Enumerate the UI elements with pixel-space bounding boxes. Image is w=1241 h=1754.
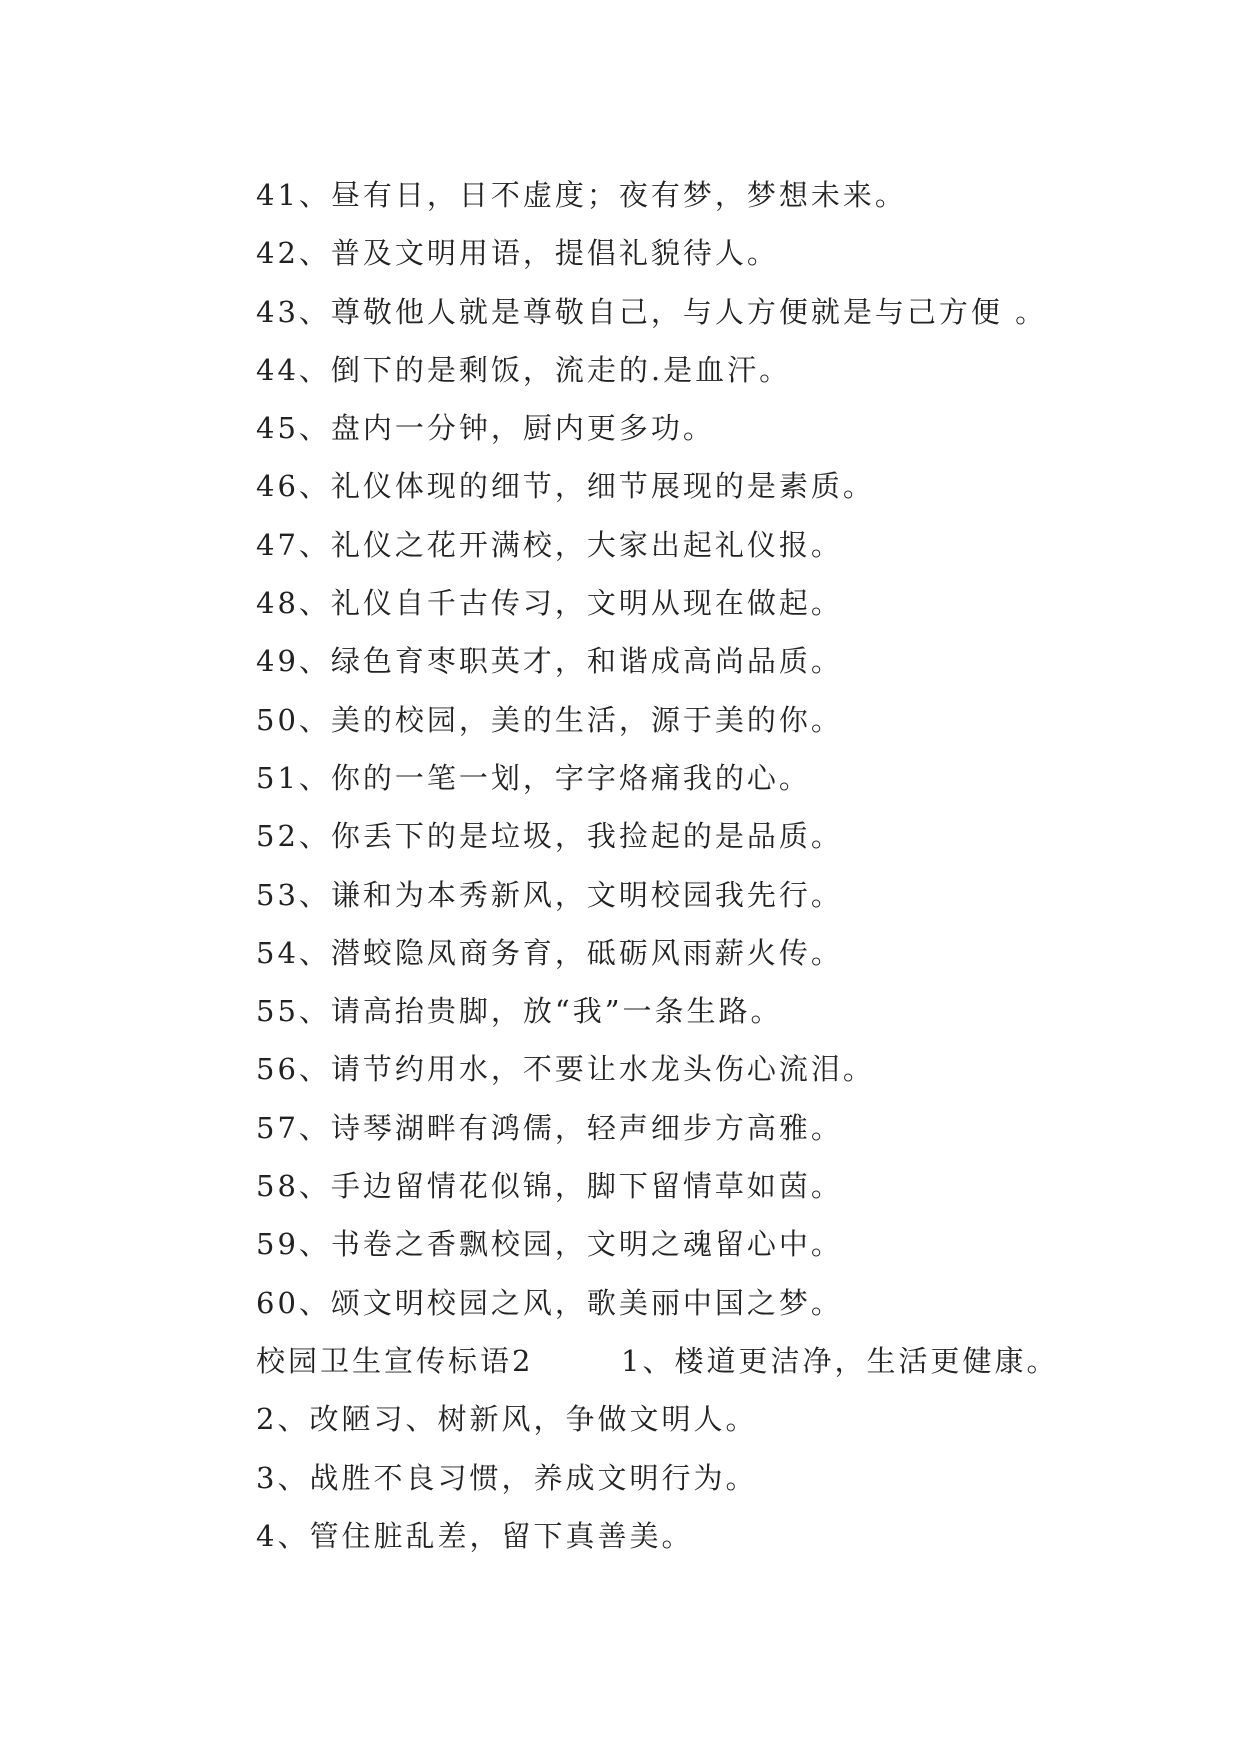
slogan-line-52: 52、你丢下的是垃圾，我捡起的是品质。 bbox=[256, 819, 843, 854]
slogan-line-55: 55、请高抬贵脚，放“我”一条生路。 bbox=[256, 994, 783, 1029]
slogan-line-51: 51、你的一笔一划，字字烙痛我的心。 bbox=[256, 760, 811, 795]
slogan-line-58: 58、手边留情花似锦，脚下留情草如茵。 bbox=[256, 1169, 843, 1204]
slogan-line-59: 59、书卷之香飘校园，文明之魂留心中。 bbox=[256, 1227, 843, 1262]
slogan-line-57: 57、诗琴湖畔有鸿儒，轻声细步方高雅。 bbox=[256, 1110, 843, 1145]
slogan-line-42: 42、普及文明用语，提倡礼貌待人。 bbox=[256, 236, 779, 271]
slogan-line-46: 46、礼仪体现的细节，细节展现的是素质。 bbox=[256, 469, 875, 504]
slogan-line-b3: 3、战胜不良习惯，养成文明行为。 bbox=[256, 1460, 758, 1495]
slogan-line-b4: 4、管住脏乱差，留下真善美。 bbox=[256, 1518, 694, 1553]
slogan-line-60: 60、颂文明校园之风，歌美丽中国之梦。 bbox=[256, 1285, 843, 1320]
section-first-item: 1、楼道更洁净，生活更健康。 bbox=[621, 1343, 1059, 1378]
slogan-line-56: 56、请节约用水，不要让水龙头伤心流泪。 bbox=[256, 1052, 875, 1087]
slogan-line-48: 48、礼仪自千古传习，文明从现在做起。 bbox=[256, 586, 843, 621]
document-body bbox=[256, 166, 1196, 1565]
slogan-line-b2: 2、改陋习、树新风，争做文明人。 bbox=[256, 1402, 758, 1437]
slogan-line-43: 43、尊敬他人就是尊敬自己，与人方便就是与己方便 。 bbox=[256, 294, 1048, 329]
slogan-line-45: 45、盘内一分钟，厨内更多功。 bbox=[256, 411, 715, 446]
slogan-line-44: 44、倒下的是剩饭，流走的.是血汗。 bbox=[256, 352, 792, 387]
slogan-line-54: 54、潜蛟隐凤商务育，砥砺风雨薪火传。 bbox=[256, 935, 843, 970]
section-heading: 校园卫生宣传标语2 bbox=[256, 1343, 534, 1378]
section-heading-line bbox=[256, 1332, 1196, 1390]
slogan-line-49: 49、绿色育枣职英才，和谐成高尚品质。 bbox=[256, 644, 843, 679]
slogan-line-41: 41、昼有日，日不虚度；夜有梦，梦想未来。 bbox=[256, 178, 907, 212]
slogan-line-53: 53、谦和为本秀新风，文明校园我先行。 bbox=[256, 877, 843, 912]
slogan-line-50: 50、美的校园，美的生活，源于美的你。 bbox=[256, 702, 843, 737]
slogan-line-47: 47、礼仪之花开满校，大家出起礼仪报。 bbox=[256, 527, 843, 562]
